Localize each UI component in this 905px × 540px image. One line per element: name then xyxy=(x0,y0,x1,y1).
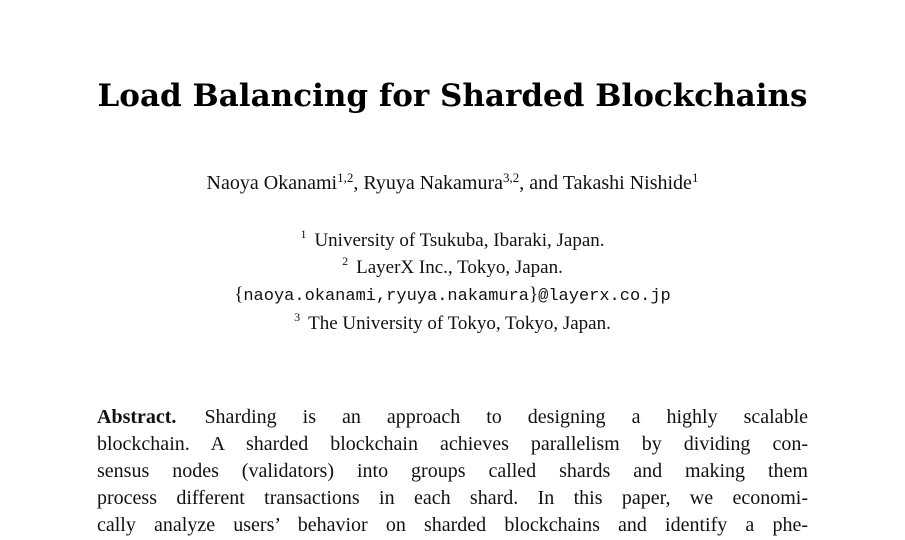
author-affiliation-marks: 1,2 xyxy=(337,170,354,185)
author-affiliation-marks: 3,2 xyxy=(503,170,520,185)
email-close-brace: } xyxy=(529,284,539,305)
abstract-line: sensus nodes (validators) into groups called shards and making them xyxy=(97,460,808,482)
affiliation-item xyxy=(0,310,905,337)
author-list xyxy=(0,172,905,195)
author-affiliation-marks: 1 xyxy=(691,170,699,185)
abstract-line: blockchain. A sharded blockchain achieves parallelism by dividing con- xyxy=(97,433,808,455)
abstract-heading: Abstract. xyxy=(97,406,177,428)
author-name: Takashi Nishide xyxy=(562,172,692,194)
affiliation-item xyxy=(0,254,905,281)
email-names: naoya.okanami,ryuya.nakamura xyxy=(243,287,530,306)
email-line xyxy=(0,281,905,310)
author-separator: , xyxy=(353,172,364,194)
author-name: Ryuya Nakamura xyxy=(363,172,504,194)
affiliation-text: LayerX Inc., Tokyo, Japan. xyxy=(356,257,563,278)
affiliation-mark: 1 xyxy=(300,227,307,241)
affiliation-mark: 2 xyxy=(342,254,349,268)
abstract-text: Sharding is an approach to designing a highly scalable xyxy=(204,406,808,428)
affiliation-text: The University of Tokyo, Tokyo, Japan. xyxy=(308,313,611,334)
email-domain: @layerx.co.jp xyxy=(538,287,671,306)
affiliation-item xyxy=(0,227,905,254)
affiliation-text: University of Tsukuba, Ibaraki, Japan. xyxy=(314,230,605,251)
affiliation-mark: 3 xyxy=(294,310,301,324)
abstract-line: cally analyze users’ behavior on sharded blockchains and identify a phe- xyxy=(97,514,808,536)
abstract-line: process different transactions in each shard. In this paper, we economi- xyxy=(97,487,808,509)
author-name: Naoya Okanami xyxy=(206,172,338,194)
abstract-line xyxy=(97,404,808,431)
email-open-brace: { xyxy=(234,284,244,305)
affiliation-list xyxy=(0,227,905,337)
author-separator: , and xyxy=(519,172,563,194)
paper-title: Load Balancing for Sharded Blockchains xyxy=(97,78,808,114)
abstract xyxy=(97,404,808,539)
